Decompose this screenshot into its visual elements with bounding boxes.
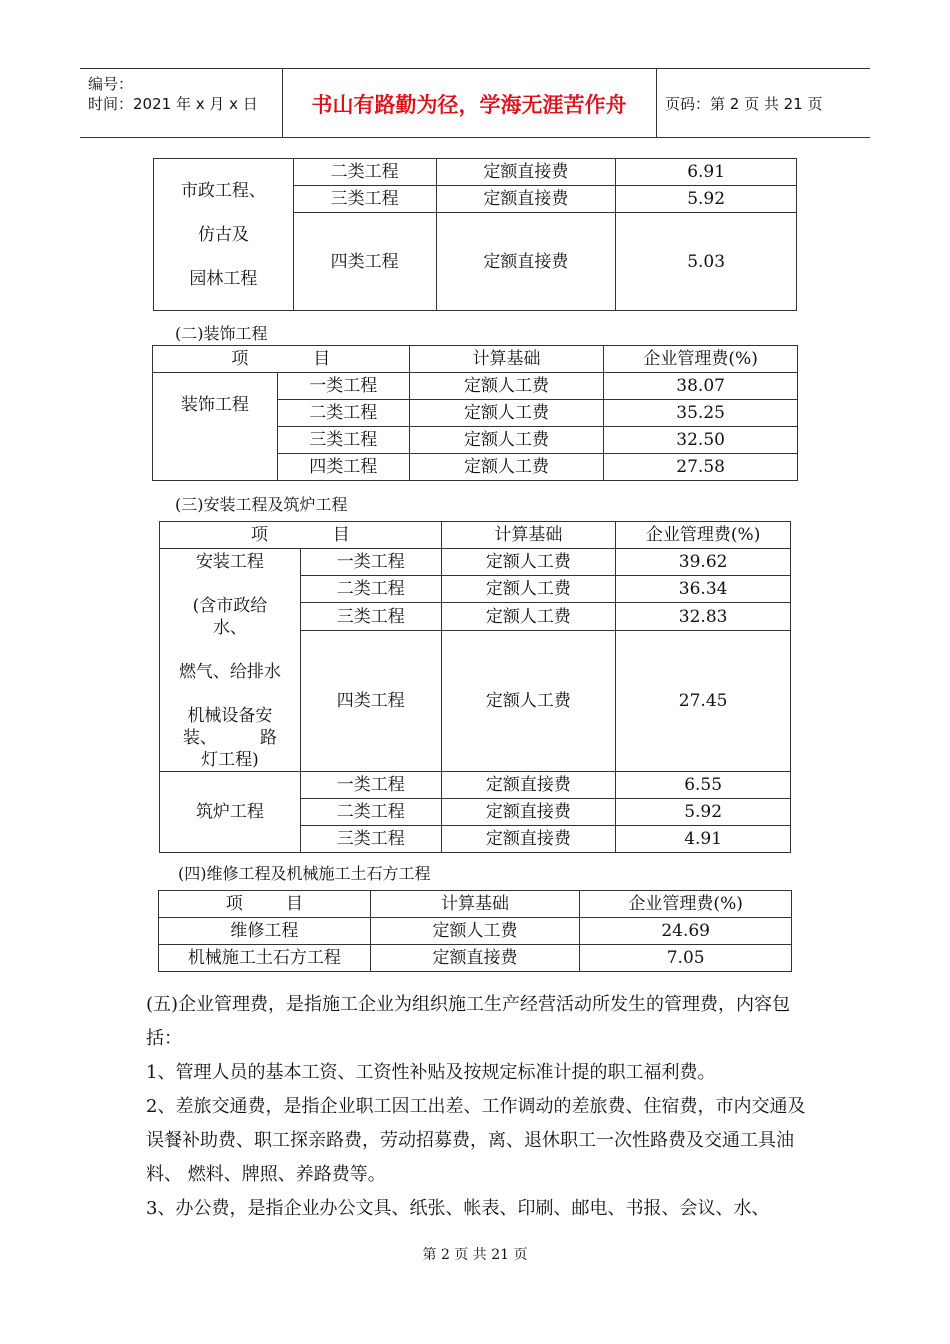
table-row [159,945,792,972]
type-cell: 二类工程 [300,576,441,603]
header-item: 项 目 [153,346,410,373]
basis-cell: 定额人工费 [441,576,616,603]
type-cell: 三类工程 [293,186,436,213]
header-fee: 企业管理费(%) [580,891,792,918]
body-text [146,988,810,1226]
basis-cell: 定额直接费 [436,159,616,186]
number-label: 编号： [88,75,134,93]
table-municipal [153,158,797,311]
table-installation [159,521,791,853]
value-cell: 4.91 [616,826,791,853]
table-header-row [153,346,798,373]
value-cell: 32.50 [604,427,798,454]
item-cell: 机械施工土石方工程 [159,945,371,972]
header-meta [80,69,283,137]
value-cell: 6.91 [616,159,797,186]
value-cell: 36.34 [616,576,791,603]
type-cell: 一类工程 [300,549,441,576]
paragraph: (五)企业管理费，是指施工企业为组织施工生产经营活动所发生的管理费，内容包括： [146,994,791,1049]
table-row [153,373,798,400]
group-cell: 市政工程、 仿古及 园林工程 [154,159,294,311]
header-basis: 计算基础 [409,346,604,373]
header-item: 项 目 [159,891,371,918]
basis-cell: 定额直接费 [441,826,616,853]
header-motto-cell [282,69,657,137]
table-maintenance [158,890,792,972]
item-cell: 维修工程 [159,918,371,945]
section2-caption: (二)装饰工程 [175,324,268,343]
table-row [154,159,797,186]
header-item: 项 目 [160,522,442,549]
paragraph: 1、管理人员的基本工资、工资性补贴及按规定标准计提的职工福利费。 [146,1062,716,1083]
date-label: 时间：2021 年 x 月 x 日 [88,95,258,113]
type-cell: 二类工程 [293,159,436,186]
basis-cell: 定额人工费 [441,603,616,630]
basis-cell: 定额人工费 [441,549,616,576]
group-cell: 筑炉工程 [160,772,301,853]
table-row [160,772,791,799]
table-header-row [159,891,792,918]
basis-cell: 定额人工费 [409,427,604,454]
type-cell: 二类工程 [277,400,409,427]
basis-cell: 定额人工费 [370,918,580,945]
value-cell: 27.58 [604,454,798,481]
value-cell: 5.92 [616,799,791,826]
value-cell: 24.69 [580,918,792,945]
table-header-row [160,522,791,549]
table-row [159,918,792,945]
page-label: 页码：第 2 页 共 21 页 [665,95,823,113]
motto: 书山有路勤为径，学海无涯苦作舟 [311,93,627,117]
header-fee: 企业管理费(%) [604,346,798,373]
table-decoration [152,345,798,481]
type-cell: 二类工程 [300,799,441,826]
basis-cell: 定额直接费 [370,945,580,972]
section4-caption: (四)维修工程及机械施工土石方工程 [178,864,431,883]
basis-cell: 定额人工费 [409,400,604,427]
basis-cell: 定额人工费 [441,630,616,771]
value-cell: 32.83 [616,603,791,630]
table-row [160,549,791,576]
basis-cell: 定额直接费 [436,186,616,213]
type-cell: 四类工程 [293,213,436,311]
type-cell: 三类工程 [300,603,441,630]
header-basis: 计算基础 [441,522,616,549]
value-cell: 38.07 [604,373,798,400]
group-cell: 装饰工程 [153,373,278,481]
basis-cell: 定额人工费 [409,373,604,400]
value-cell: 7.05 [580,945,792,972]
basis-cell: 定额人工费 [409,454,604,481]
header-basis: 计算基础 [370,891,580,918]
basis-cell: 定额直接费 [441,799,616,826]
value-cell: 6.55 [616,772,791,799]
type-cell: 三类工程 [277,427,409,454]
basis-cell: 定额直接费 [441,772,616,799]
value-cell: 5.92 [616,186,797,213]
page-footer: 第 2 页 共 21 页 [422,1247,528,1263]
page-header [80,68,870,138]
paragraph: 2、差旅交通费，是指企业职工因工出差、工作调动的差旅费、住宿费，市内交通及误餐补助费、职工探亲路费，劳动招募费，离、退休职工一次性路费及交通工具油料、 燃料、牌照、养路费等。 [146,1096,806,1185]
type-cell: 四类工程 [300,630,441,771]
value-cell: 27.45 [616,630,791,771]
section3-caption: (三)安装工程及筑炉工程 [175,495,348,514]
type-cell: 四类工程 [277,454,409,481]
group-cell: 安装工程 (含市政给 水、 燃气、给排水 机械设备安 装、 路 灯工程) [160,549,301,772]
basis-cell: 定额直接费 [436,213,616,311]
value-cell: 35.25 [604,400,798,427]
header-fee: 企业管理费(%) [616,522,791,549]
type-cell: 一类工程 [277,373,409,400]
type-cell: 三类工程 [300,826,441,853]
paragraph: 3、办公费，是指企业办公文具、纸张、帐表、印刷、邮电、书报、会议、水、 [146,1198,770,1219]
value-cell: 39.62 [616,549,791,576]
value-cell: 5.03 [616,213,797,311]
type-cell: 一类工程 [300,772,441,799]
